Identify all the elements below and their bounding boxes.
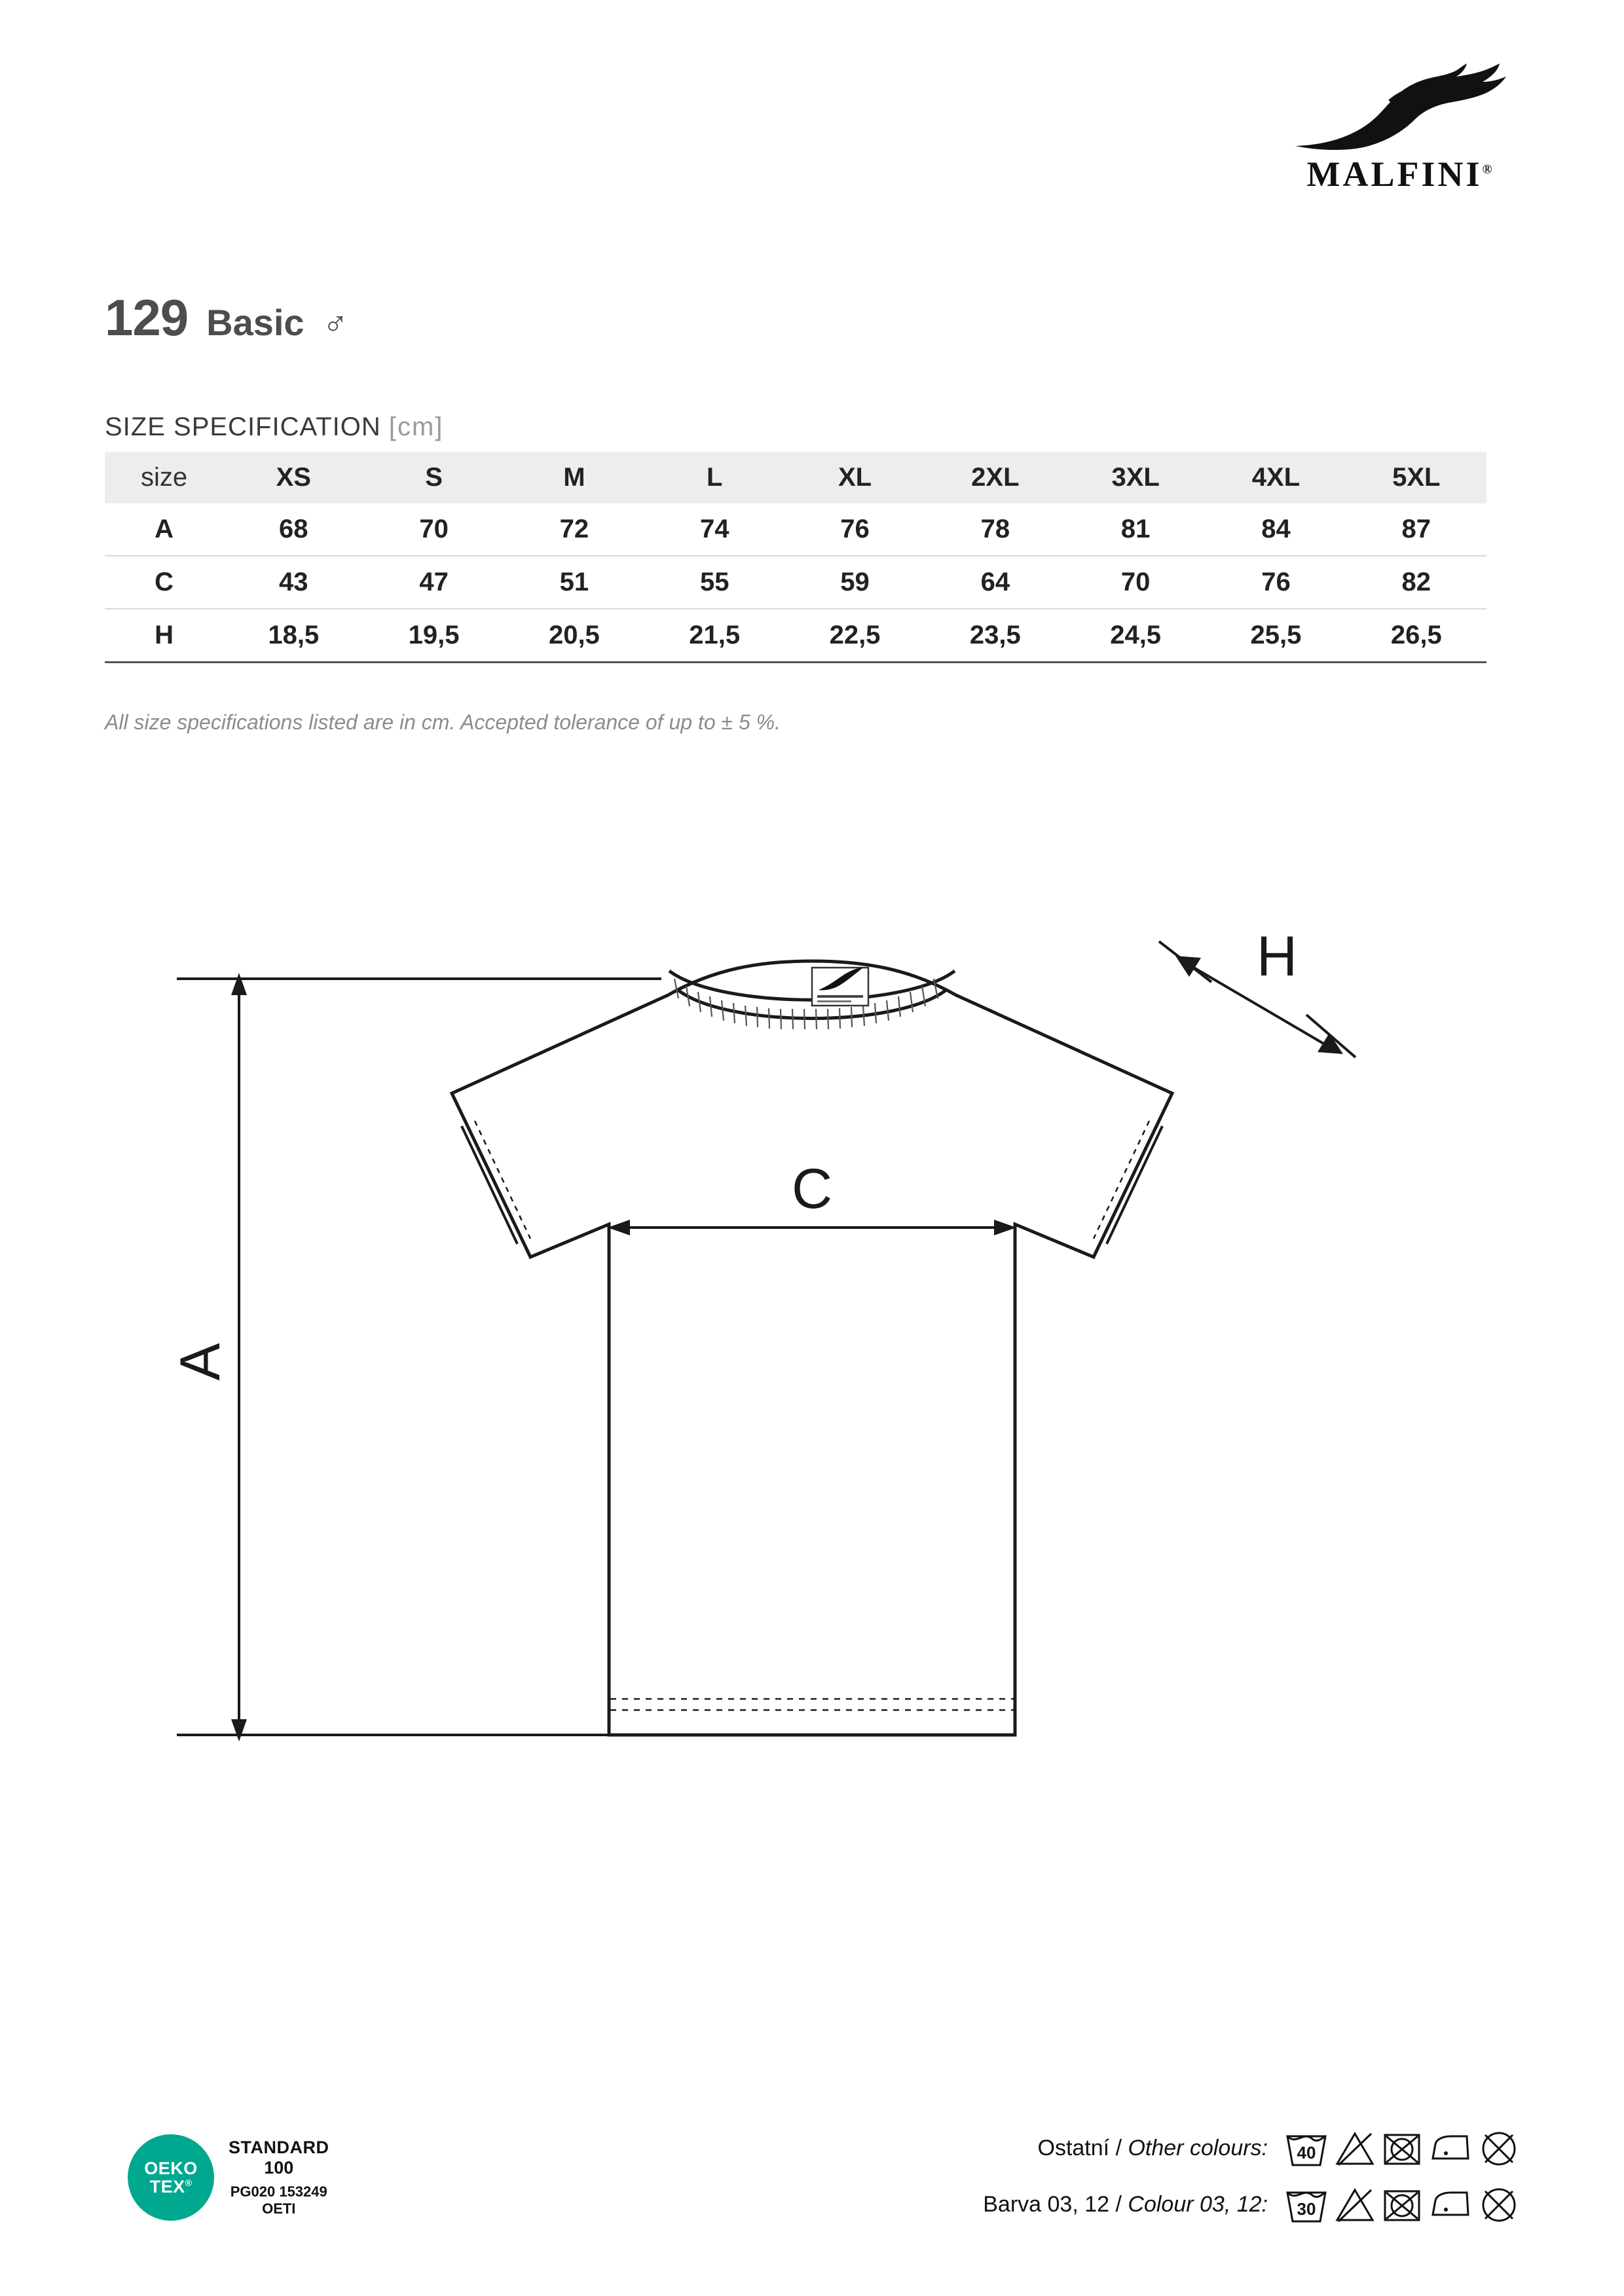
column-header-5xl: 5XL [1392,463,1441,492]
care-label-colour-03-12: Barva 03, 12 / Colour 03, 12: [983,2191,1268,2217]
column-header-3xl: 3XL [1111,463,1160,492]
no-tumble-dry-icon [1382,2185,1422,2224]
care-label-other-colours: Ostatní / Other colours: [1037,2135,1268,2160]
column-header-xl: XL [838,463,872,492]
no-dryclean-icon [1479,2128,1519,2168]
cell-h-5xl: 26,5 [1390,621,1442,649]
cell-c-3xl: 70 [1120,568,1151,596]
brand-name-text: MALFINI [1306,155,1483,194]
registered-mark: ® [1482,162,1492,177]
product-name: Basic [206,302,304,343]
cell-a-3xl: 81 [1120,515,1151,543]
brand-name [1307,154,1496,194]
cell-h-4xl: 25,5 [1250,621,1302,649]
male-gender-icon: ♂ [322,305,348,343]
cell-c-xs: 43 [279,568,308,596]
cell-a-l: 74 [699,515,729,543]
dimension-label-a: A [169,1343,232,1381]
oeko-standard-label: STANDARD [229,2138,329,2157]
row-label-a: A [155,515,174,543]
wash-icon [1285,2185,1328,2224]
dimension-label-c: C [791,1157,833,1220]
svg-text:40: 40 [1297,2143,1316,2162]
dimension-label-h: H [1256,930,1298,988]
cell-h-s: 19,5 [408,621,460,649]
care-icons-colour-03-12 [1285,2185,1519,2224]
care-row-colour-03-12 [983,2185,1519,2224]
row-label-c: C [155,568,174,596]
column-header-size: size [140,463,188,492]
brand-logo [1277,62,1526,194]
no-tumble-dry-icon [1382,2128,1422,2168]
oeko-standard-number: 100 [264,2158,294,2178]
size-specification-heading [105,412,443,442]
cell-a-4xl: 84 [1261,515,1291,543]
table-header-row [105,452,1486,503]
wash-icon [1285,2128,1328,2168]
cell-c-2xl: 64 [980,568,1010,596]
eagle-icon [1290,62,1513,154]
iron-low-icon [1429,2185,1472,2224]
care-instructions [983,2128,1519,2224]
table-row [105,609,1486,663]
cell-h-3xl: 24,5 [1110,621,1162,649]
oeko-tex-details [229,2138,329,2217]
cell-h-2xl: 23,5 [969,621,1021,649]
row-label-h: H [155,621,174,649]
no-bleach-icon [1335,2185,1375,2224]
cell-h-l: 21,5 [689,621,741,649]
care-label-cz: Ostatní [1037,2135,1110,2160]
cell-a-m: 72 [559,515,589,543]
size-table-container [105,452,1486,663]
oeko-tex-badge-icon [128,2134,214,2221]
column-header-l: L [706,463,723,492]
tex-label: TEX [149,2177,185,2196]
iron-low-icon [1429,2128,1472,2168]
column-header-4xl: 4XL [1251,463,1301,492]
size-table-body [105,503,1486,663]
oeko-institute: OETI [262,2200,296,2217]
page-title [105,288,348,348]
cell-h-xs: 18,5 [268,621,320,649]
cell-a-2xl: 78 [980,515,1010,543]
product-code: 129 [105,289,189,346]
cell-a-xs: 68 [279,515,308,543]
size-specification-unit: [cm] [388,412,444,441]
oeko-label: OEKO [144,2158,198,2178]
oeko-certificate-code: PG020 153249 [230,2183,327,2200]
cell-c-5xl: 82 [1401,568,1431,596]
no-dryclean-icon [1479,2185,1519,2224]
cell-h-m: 20,5 [548,621,600,649]
cell-h-xl: 22,5 [829,621,881,649]
oeko-tex-certificate [128,2134,329,2221]
cell-a-xl: 76 [840,515,870,543]
column-header-xs: XS [276,463,311,492]
care-label-en: Colour 03, 12: [1128,2191,1268,2217]
care-icons-other-colours [1285,2128,1519,2168]
size-specification-label: SIZE SPECIFICATION [105,412,381,441]
care-label-cz: Barva 03, 12 [983,2191,1110,2217]
column-header-m: M [563,463,585,492]
table-row [105,556,1486,609]
column-header-s: S [425,463,443,492]
no-bleach-icon [1335,2128,1375,2168]
cell-c-m: 51 [559,568,589,596]
column-header-2xl: 2XL [971,463,1020,492]
cell-c-xl: 59 [840,568,870,596]
table-row [105,503,1486,556]
cell-c-4xl: 76 [1261,568,1291,596]
oeko-registered-mark: ® [185,2178,193,2188]
care-row-other-colours [1038,2128,1520,2168]
size-table [105,452,1486,663]
tshirt-technical-drawing [98,930,1526,1912]
care-label-en: Other colours: [1128,2135,1268,2160]
svg-text:30: 30 [1297,2199,1316,2219]
size-table-head [105,452,1486,503]
cell-c-l: 55 [699,568,729,596]
cell-a-s: 70 [419,515,449,543]
tolerance-note: All size specifications listed are in cm. Accepted tolerance of up to ± 5 %. [105,710,781,734]
cell-c-s: 47 [419,568,449,596]
cell-a-5xl: 87 [1401,515,1431,543]
